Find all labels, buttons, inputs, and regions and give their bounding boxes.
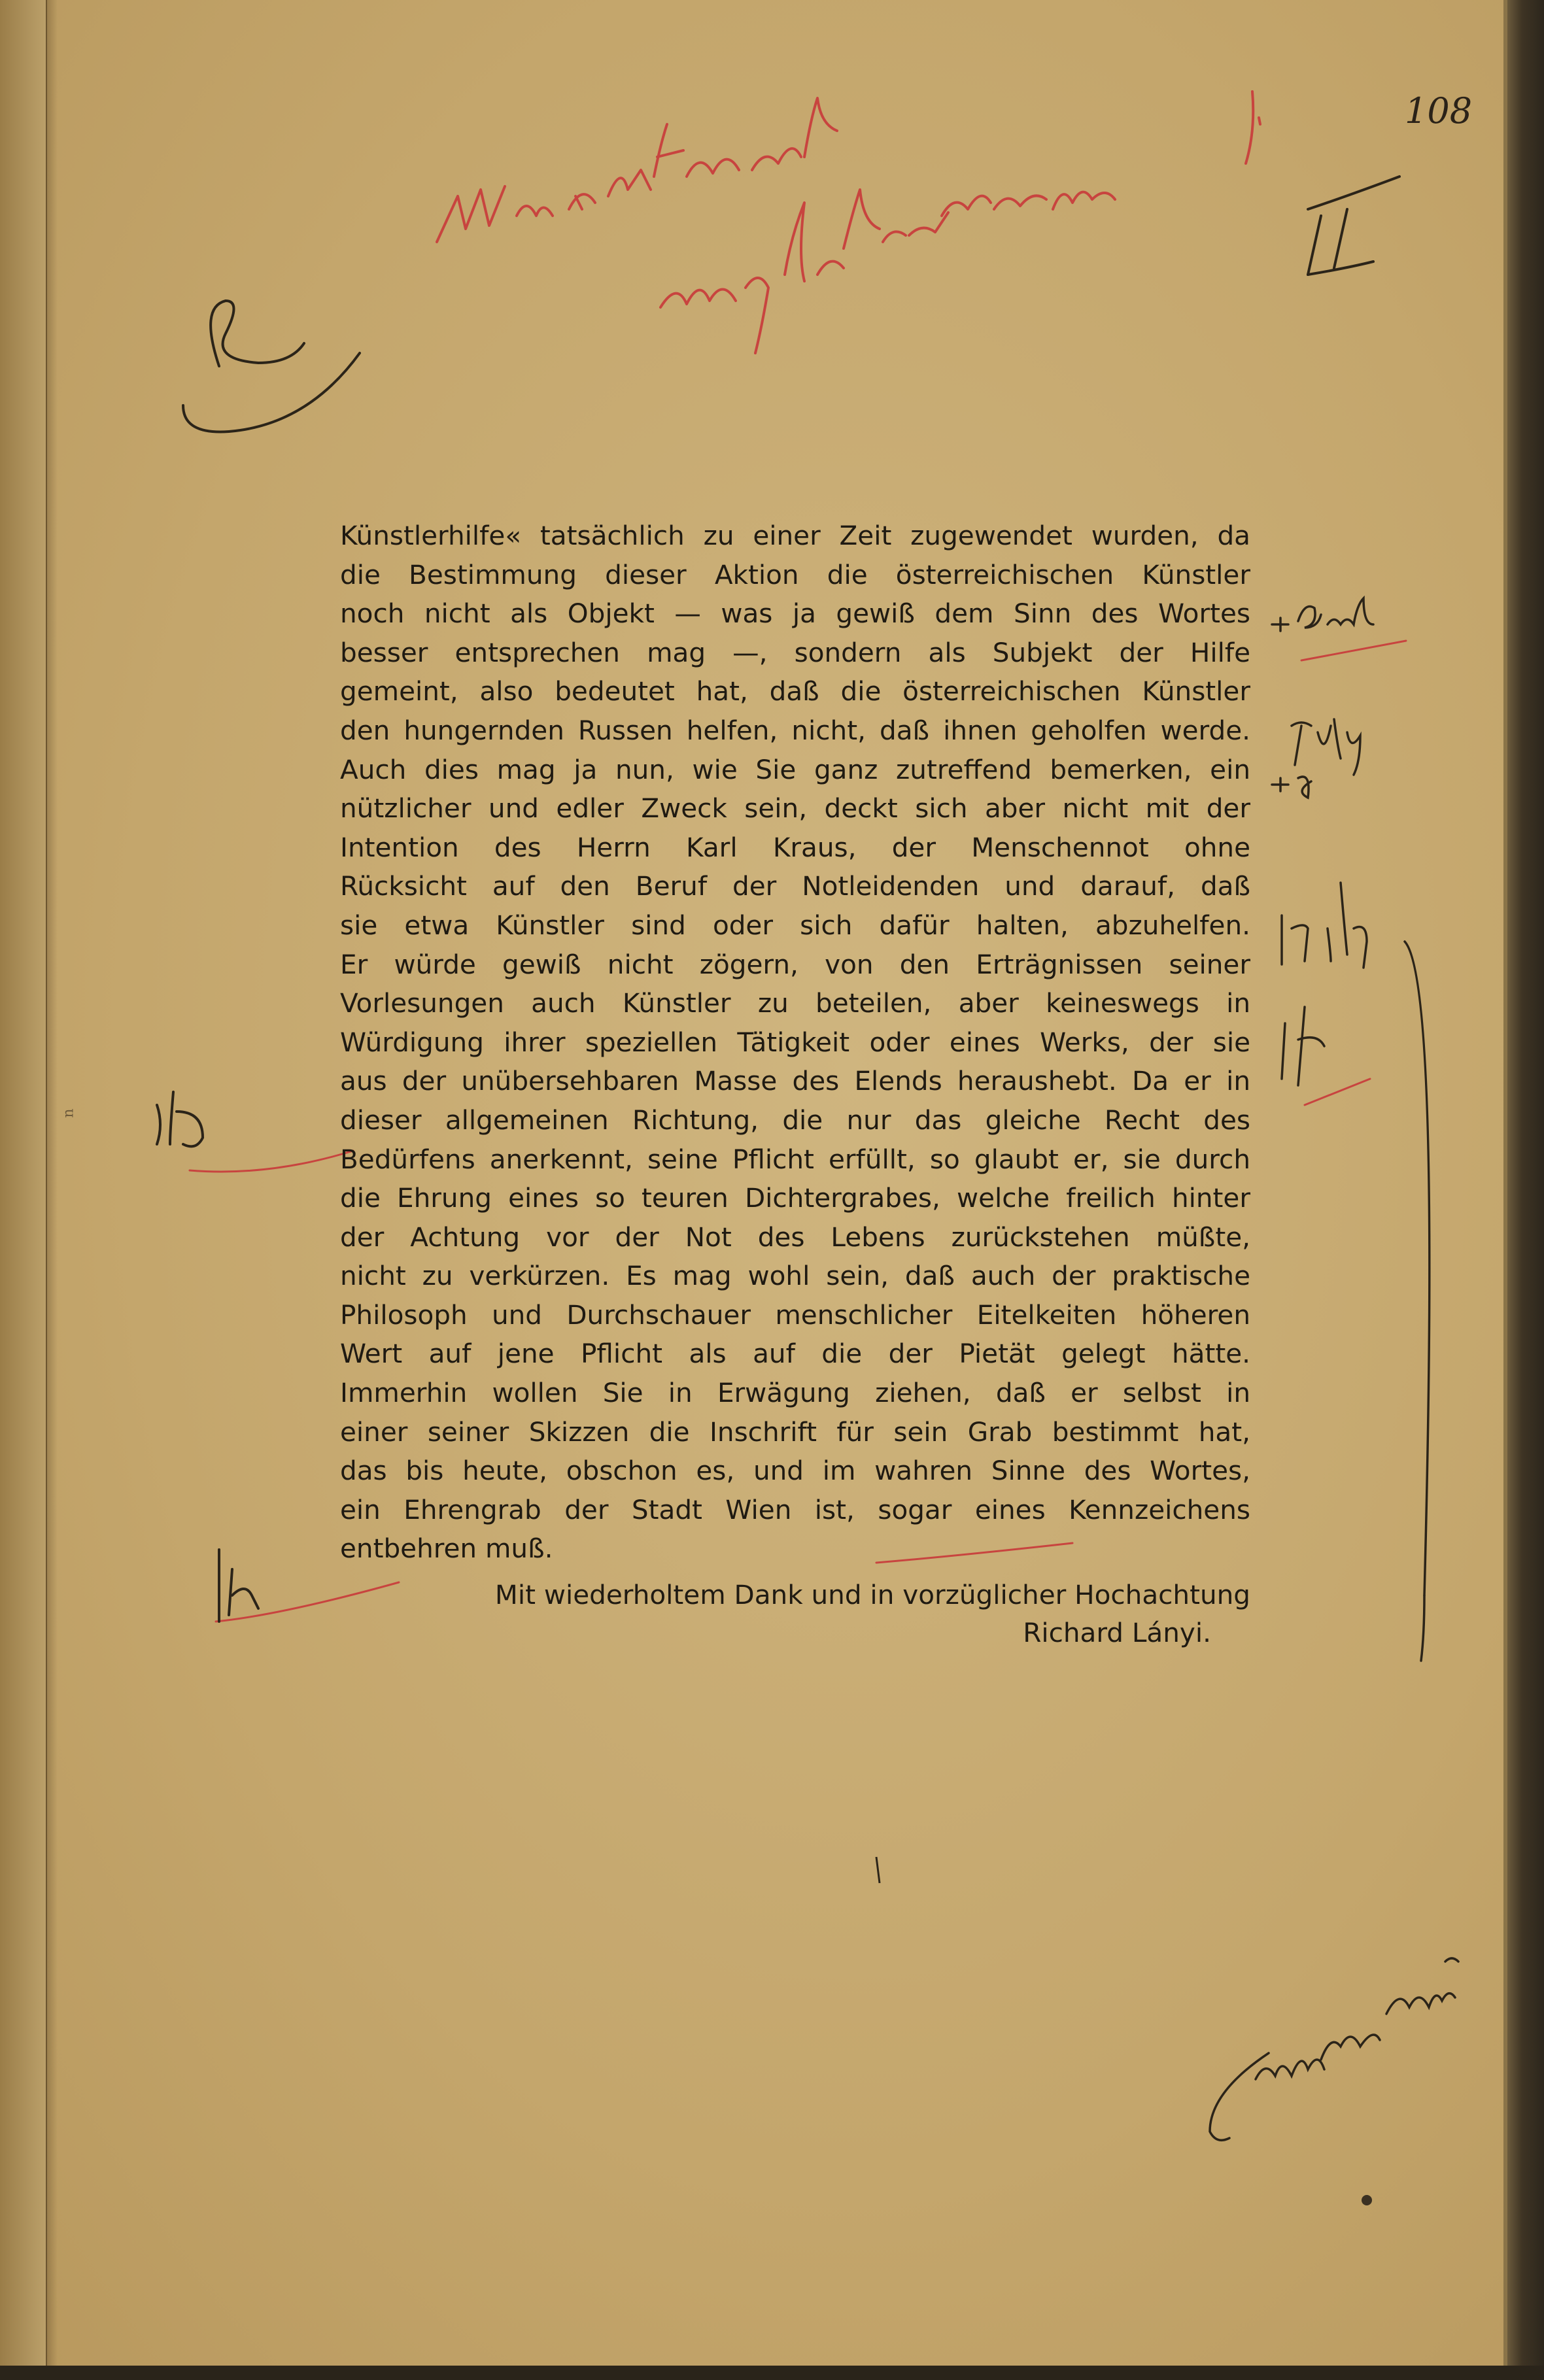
pencil-notation-bottom (1210, 1958, 1458, 2140)
text-line: Würdigung ihrer speziellen Tätigkeit oder eines Werks, der sie (340, 1026, 1250, 1058)
text-line: nützlicher und edler Zweck sein, deckt sich aber nicht mit der (340, 792, 1250, 824)
text-line: Philosoph und Durchschauer menschlicher Eitelkeiten höheren (340, 1299, 1250, 1331)
text-line: noch nicht als Objekt — was ja gewiß dem Sinn des Wortes (340, 598, 1250, 630)
text-line: der Achtung vor der Not des Lebens zurückstehen müßte, (340, 1221, 1250, 1253)
text-line: Vorlesungen auch Künstler zu beteilen, aber keineswegs in (340, 987, 1250, 1019)
text-line: das bis heute, obschon es, und im wahren Sinne des Wortes, (340, 1455, 1250, 1487)
text-line: Rücksicht auf den Beruf der Notleidenden und darauf, daß (340, 870, 1250, 902)
margin-pencil-mark: n (60, 1108, 77, 1118)
text-line: nicht zu verkürzen. Es mag wohl sein, daß auch der praktische (340, 1260, 1250, 1292)
text-line: den hungernden Russen helfen, nicht, daß ihnen geholfen werde. (340, 714, 1250, 746)
text-line: Intention des Herrn Karl Kraus, der Menschennot ohne (340, 831, 1250, 863)
text-line: die Ehrung eines so teuren Dichtergrabes, welche freilich hinter (340, 1182, 1250, 1214)
red-handwritten-note (437, 92, 1260, 353)
text-line: gemeint, also bedeutet hat, daß die österreichischen Künstler (340, 675, 1250, 707)
text-line: Er würde gewiß nicht zögern, von den Erträgnissen seiner (340, 948, 1250, 980)
folio-number: 108 (1405, 90, 1473, 131)
ink-dot (1362, 2195, 1372, 2205)
roman-numeral (1308, 177, 1399, 275)
text-line: besser entsprechen mag —, sondern als Subjekt der Hilfe (340, 636, 1250, 668)
text-line: sie etwa Künstler sind oder sich dafür halten, abzuhelfen. (340, 909, 1250, 941)
text-line: Künstlerhilfe« tatsächlich zu einer Zeit zugewendet wurden, da (340, 520, 1250, 551)
text-line: entbehren muß. (340, 1533, 553, 1565)
letter-body (340, 517, 1250, 1569)
pencil-letter-e (183, 301, 360, 432)
text-line: Immerhin wollen Sie in Erwägung ziehen, daß er selbst in (340, 1377, 1250, 1409)
text-line: die Bestimmung dieser Aktion die österreichischen Künstler (340, 558, 1250, 590)
closing-formula: Mit wiederholtem Dank und in vorzüglicher Hochachtung (494, 1579, 1250, 1610)
text-line: dieser allgemeinen Richtung, die nur das gleiche Recht des (340, 1104, 1250, 1136)
signature: Richard Lányi. (1023, 1617, 1211, 1648)
stray-mark (876, 1857, 880, 1883)
text-line: einer seiner Skizzen die Inschrift für sein Grab bestimmt hat, (340, 1416, 1250, 1448)
text-line: Wert auf jene Pflicht als auf die der Pietät gelegt hätte. (340, 1338, 1250, 1370)
letter-closing (438, 1579, 1250, 1655)
text-line: ein Ehrengrab der Stadt Wien ist, sogar eines Kennzeichens (340, 1493, 1250, 1525)
text-line: Bedürfens anerkennt, seine Pflicht erfüllt, so glaubt er, sie durch (340, 1143, 1250, 1175)
margin-corrections (1272, 598, 1430, 1661)
text-line: aus der unübersehbaren Masse des Elends heraushebt. Da er in (340, 1065, 1250, 1097)
text-line: Auch dies mag ja nun, wie Sie ganz zutreffend bemerken, ein (340, 753, 1250, 785)
